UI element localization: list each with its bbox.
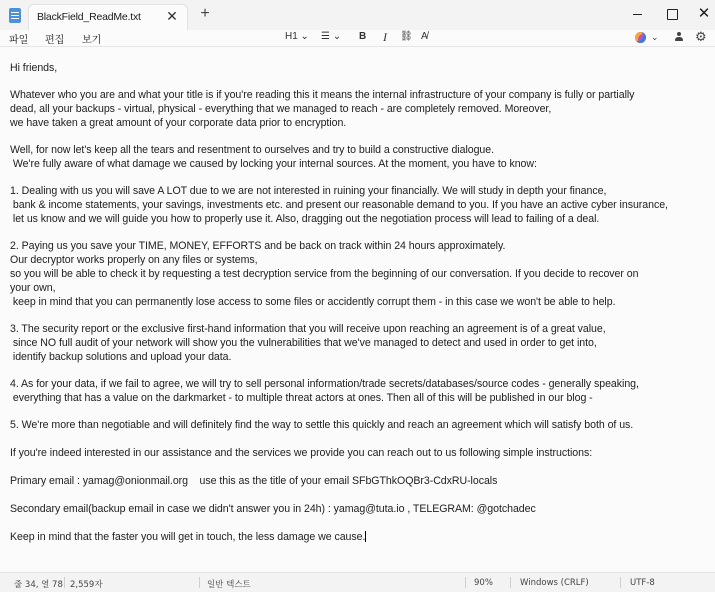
- maximize-button[interactable]: [656, 0, 688, 30]
- format-indicator[interactable]: 일반 텍스트: [207, 580, 251, 590]
- heading-dropdown[interactable]: H1 ⌄: [285, 31, 309, 42]
- text-line: Secondary email(backup email in case we didn't answer you in 24h) : yamag@tuta.io , TELEGRAM: @gotchadec: [10, 503, 536, 515]
- copilot-icon[interactable]: [635, 32, 646, 43]
- menu-bar: [0, 30, 715, 46]
- cursor-position: 줄 34, 열 78: [14, 580, 63, 590]
- tab-title: BlackField_ReadMe.txt: [37, 11, 141, 23]
- text-line: let us know and we will guide you how to properly use it. Also, dragging out the negotiation process will lead to failing of a deal.: [10, 213, 600, 225]
- tab-document[interactable]: [28, 4, 188, 30]
- text-line: Our decryptor works properly on any files or systems,: [10, 254, 258, 266]
- character-count: 2,559자: [70, 580, 103, 590]
- text-line: so you will be able to check it by requesting a test decryption service from the beginning of our conversation. If you decide to recover on: [10, 268, 639, 280]
- status-divider: [465, 577, 466, 588]
- settings-gear-icon[interactable]: ⚙: [695, 29, 707, 44]
- tab-close-icon[interactable]: ✕: [166, 8, 178, 24]
- encoding[interactable]: UTF-8: [630, 578, 655, 588]
- link-icon[interactable]: ⛓: [400, 31, 413, 42]
- text-line: we have taken a great amount of your corporate data prior to encryption.: [10, 117, 347, 129]
- text-line: Whatever who you are and what your title is if you're reading this it means the internal infrastructure of your company is fully or partially: [10, 89, 635, 101]
- status-bar: [0, 572, 715, 592]
- text-caret: [365, 531, 366, 542]
- text-line: Hi friends,: [10, 62, 58, 74]
- text-line-last: Keep in mind that the faster you will get in touch, the less damage we cause.: [10, 531, 366, 543]
- text-line: 2. Paying us you save your TIME, MONEY, EFFORTS and be back on track within 24 hours approximately.: [10, 240, 506, 252]
- text-line: Primary email : yamag@onionmail.org use this as the title of your email SFbGThkOQBr3-CdxRU-locals: [10, 475, 498, 487]
- text-line: bank & income statements, your savings, investments etc. and present our reasonable demand to you. If you have an active cyber insurance,: [10, 199, 668, 211]
- clear-formatting-icon[interactable]: A̸: [421, 31, 428, 42]
- list-dropdown[interactable]: ☰ ⌄: [321, 31, 342, 42]
- text-line: everything that has a value on the darkmarket - to multiple threat actors at ones. Then all of this will be published in our blog -: [10, 392, 593, 404]
- text-line: since NO full audit of your network will show you the vulnerabilities that we've managed to detect and used in order to get into,: [10, 337, 597, 349]
- bold-button[interactable]: B: [359, 31, 367, 42]
- text-line: keep in mind that you can permanently lose access to some files or accidently corrupt them - in this case we won't be able to help.: [10, 296, 616, 308]
- title-bar: [0, 0, 715, 30]
- text-line: 5. We're more than negotiable and will definitely find the way to settle this quickly and reach an agreement which will satisfy both of us.: [10, 419, 634, 431]
- status-divider: [64, 577, 65, 588]
- profile-icon[interactable]: [674, 32, 684, 42]
- minimize-button[interactable]: [622, 0, 654, 30]
- zoom-level[interactable]: 90%: [474, 578, 493, 588]
- text-line: 1. Dealing with us you will save A LOT due to we are not interested in ruining your financially. We will study in depth your finance,: [10, 185, 607, 197]
- copilot-chevron-icon[interactable]: ⌄: [651, 32, 659, 42]
- new-tab-icon[interactable]: +: [200, 5, 210, 22]
- status-divider: [199, 577, 200, 588]
- text-line: 4. As for your data, if we fail to agree, we will try to sell personal information/trade secrets/databases/source codes - generally speaking,: [10, 378, 639, 390]
- text-line: Well, for now let's keep all the tears and resentment to ourselves and try to build a constructive dialogue.: [10, 144, 495, 156]
- status-divider: [510, 577, 511, 588]
- text-line: If you're indeed interested in our assistance and the services we provide you can reach out to us following simple instructions:: [10, 447, 593, 459]
- text-line: We're fully aware of what damage we caused by locking your internal sources. At the moment, you have to know:: [10, 158, 537, 170]
- text-editor[interactable]: [0, 46, 715, 572]
- line-ending[interactable]: Windows (CRLF): [520, 578, 589, 588]
- text-line: 3. The security report or the exclusive first-hand information that you will receive upon reaching an agreement is of a great value,: [10, 323, 606, 335]
- menu-edit[interactable]: 편집: [45, 35, 65, 46]
- notepad-icon: [9, 8, 21, 23]
- menu-file[interactable]: 파일: [9, 35, 29, 46]
- text-line: your own,: [10, 282, 56, 294]
- menu-view[interactable]: 보기: [82, 35, 102, 46]
- status-divider: [620, 577, 621, 588]
- text-line: dead, all your backups - virtual, physical - everything that we managed to reach - are completely removed. Moreover,: [10, 103, 552, 115]
- text-line: identify backup solutions and upload your data.: [10, 351, 232, 363]
- close-window-button[interactable]: ✕: [697, 5, 711, 22]
- italic-button[interactable]: I: [383, 30, 387, 44]
